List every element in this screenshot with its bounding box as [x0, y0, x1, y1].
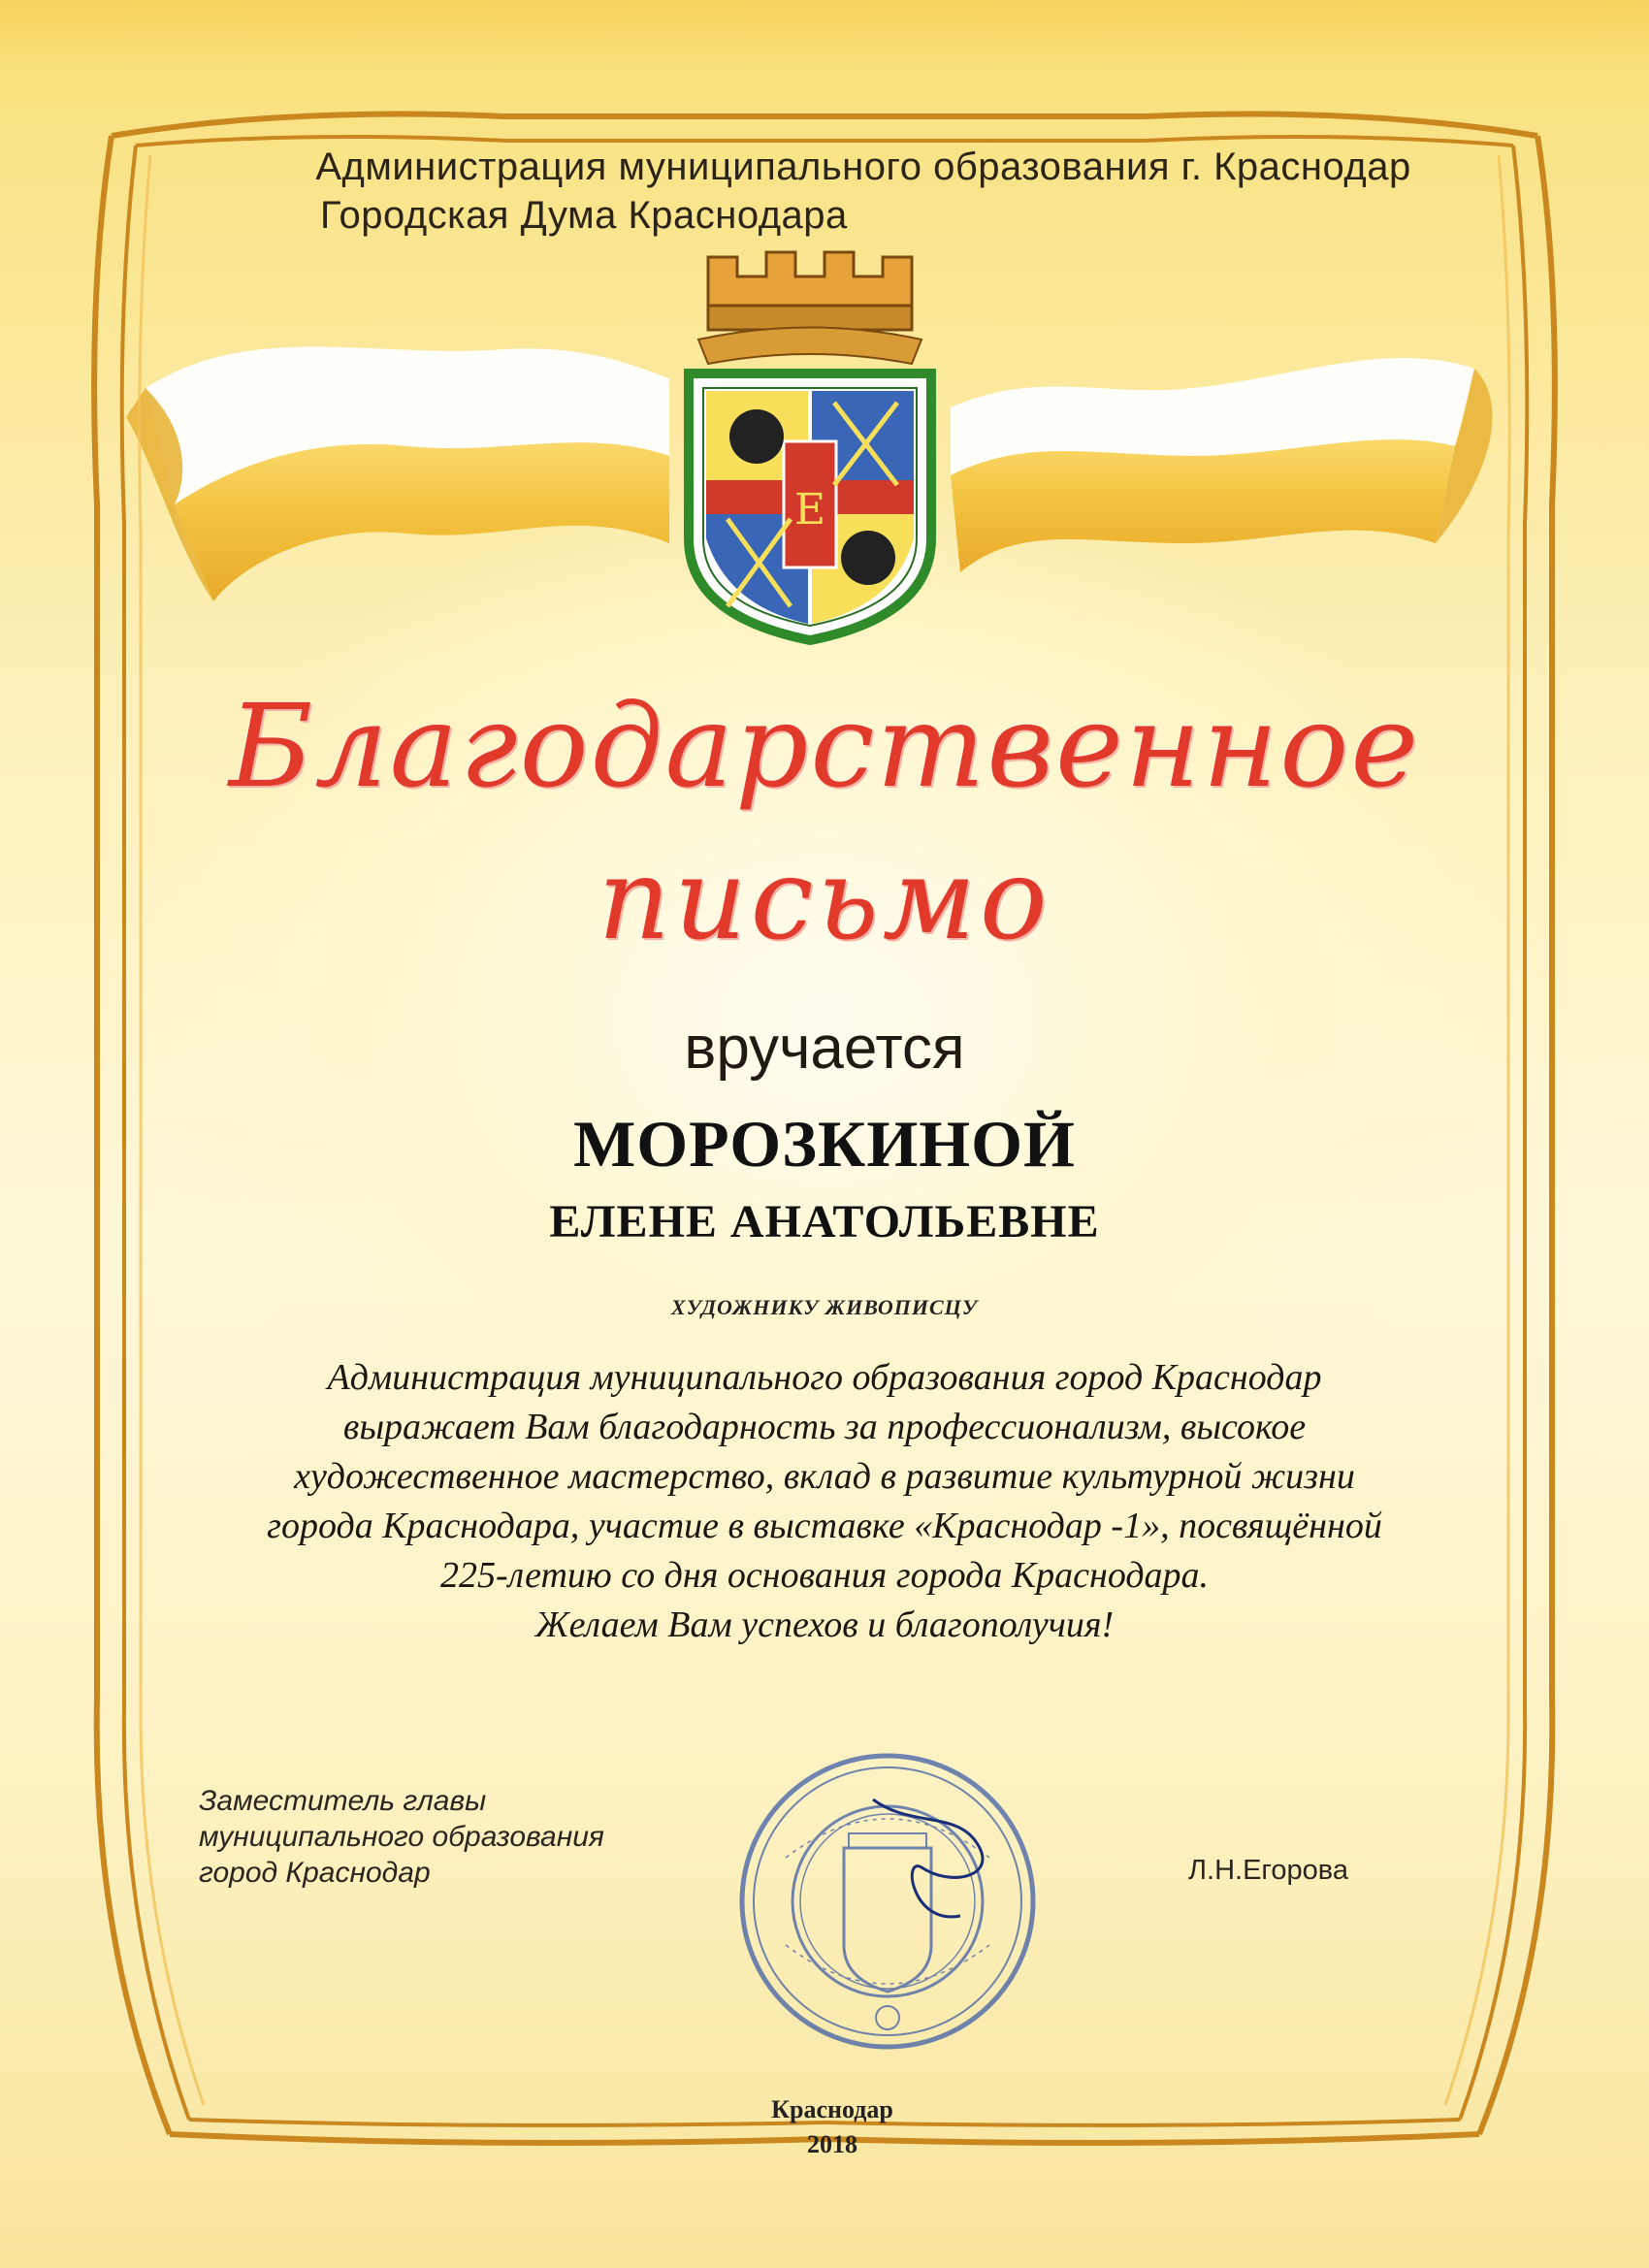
gratitude-line: 225-летию со дня основания города Краснодара. — [439, 1555, 1210, 1596]
recipient-surname: МОРОЗКИНОЙ — [573, 1107, 1076, 1181]
certificate-title-line-2: письмо — [598, 834, 1051, 965]
gratitude-text — [194, 1353, 1455, 1650]
recipient-role: ХУДОЖНИКУ ЖИВОПИСЦУ — [670, 1295, 979, 1319]
gratitude-line: Желаем Вам успехов и благополучия! — [534, 1604, 1115, 1645]
krasnodar-coat-of-arms-icon — [669, 247, 951, 645]
award-verb: вручается — [684, 1015, 965, 1082]
signer-position-line: Заместитель главы — [199, 1785, 487, 1817]
official-seal-icon — [728, 1741, 1048, 2061]
gratitude-line: города Краснодара, участие в выставке «Краснодар -1», посвящённой — [267, 1506, 1382, 1546]
signer-name: Л.Н.Егорова — [1188, 1855, 1348, 1886]
svg-text:Е: Е — [793, 485, 826, 535]
issuer-line-2: Городская Дума Краснодара — [320, 194, 848, 237]
gratitude-line: Администрация муниципального образования город Краснодар — [327, 1357, 1322, 1398]
recipient-given-names: ЕЛЕНЕ АНАТОЛЬЕВНЕ — [549, 1196, 1100, 1247]
signer-position — [199, 1783, 604, 1891]
signer-position-line: город Краснодар — [199, 1857, 431, 1889]
issuer-line-1: Администрация муниципального образования г. Краснодар — [315, 146, 1411, 188]
certificate-title-line-1: Благодарственное — [228, 679, 1421, 813]
gratitude-line: художественное мастерство, вклад в развитие культурной жизни — [294, 1456, 1355, 1497]
signer-position-line: муниципального образования — [199, 1821, 604, 1853]
issue-city: Краснодар — [771, 2095, 893, 2123]
issue-year: 2018 — [807, 2130, 857, 2158]
gratitude-line: выражает Вам благодарность за профессионализм, высокое — [342, 1407, 1307, 1447]
